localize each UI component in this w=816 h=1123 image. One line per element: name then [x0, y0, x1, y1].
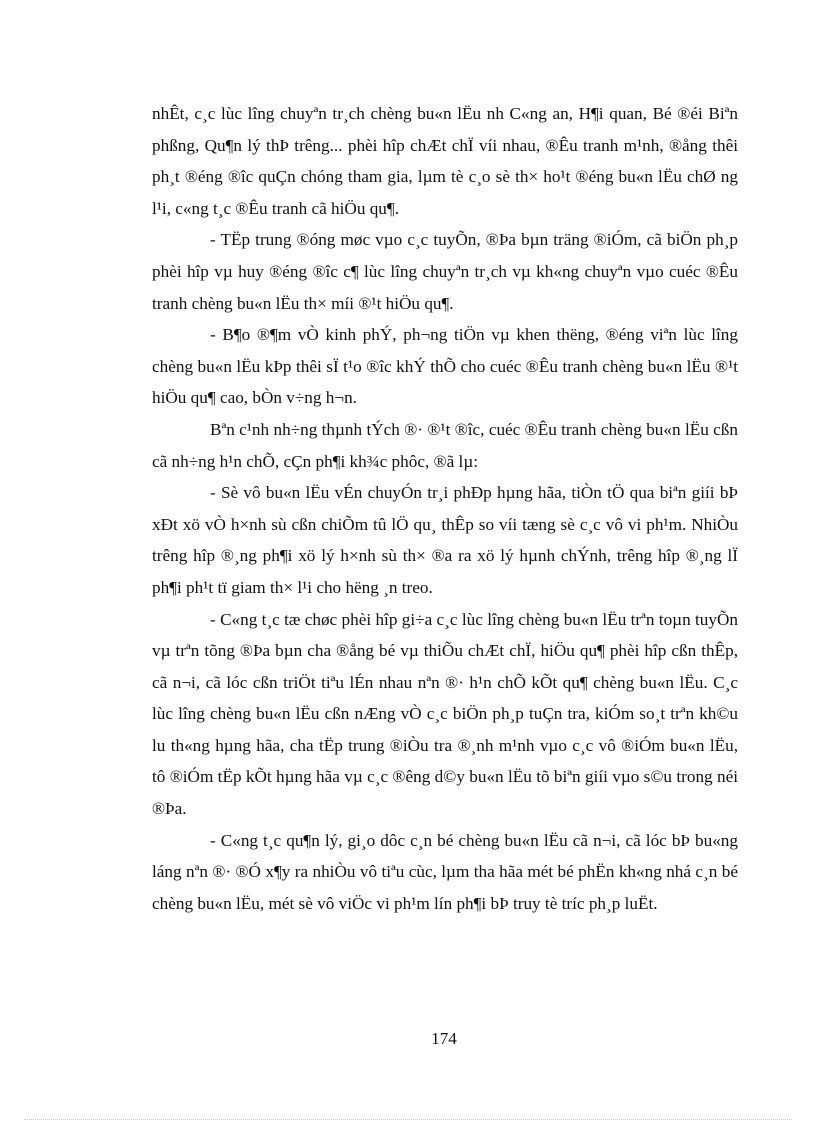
paragraph-5: - Sè vô bu«n lËu vÉn chuyÓn tr¸i phÐp hµng hãa, tiÒn tÖ qua biªn giíi bÞ xÐt xö vÒ h×nh sù cßn chiÕm tû lÖ qu¸ thÊp so víi tæng sè c¸c vô vi ph¹m. NhiÒu trêng hîp ®¸ng ph¶i xö lý h×nh sù th× ®a ra xö lý hµnh chÝnh, trêng hîp ®¸ng lÏ ph¶i ph¹t tï giam th× l¹i cho hëng ¸n treo. [152, 483, 738, 597]
body-text [152, 98, 738, 919]
paragraph-6: - C«ng t¸c tæ chøc phèi hîp gi÷a c¸c lùc lîng chèng bu«n lËu trªn toµn tuyÕn vµ trªn tõng ®Þa bµn cha ®ång bé vµ thiÕu chÆt chÏ, hiÖu qu¶ phèi hîp cßn thÊp, cã n¬i, cã lóc cßn triÖt tiªu lÉn nhau nªn ®· h¹n chÕ kÕt qu¶ chèng bu«n lËu. C¸c lùc lîng chèng bu«n lËu cßn nÆng vÒ c¸c biÖn ph¸p tuÇn tra, kiÓm so¸t trªn kh©u lu th«ng hµng hãa, cha tËp trung ®iÒu tra ®¸nh m¹nh vµo c¸c vô ®iÓm bu«n lËu, tô ®iÓm tËp kÕt hµng hãa vµ c¸c ®êng d©y bu«n lËu tõ biªn giíi vµo s©u trong néi ®Þa. [152, 609, 738, 819]
paragraph-7: - C«ng t¸c qu¶n lý, gi¸o dôc c¸n bé chèng bu«n lËu cã n¬i, cã lóc bÞ bu«ng láng nªn ®· ®Ó x¶y ra nhiÒu vô tiªu cùc, lµm tha hãa mét bé phËn kh«ng nhá c¸n bé chèng bu«n lËu, mét sè vô viÖc vi ph¹m lín ph¶i bÞ truy tè tríc ph¸p luËt. [152, 830, 738, 913]
paragraph-3: - B¶o ®¶m vÒ kinh phÝ, ph¬ng tiÖn vµ khen thëng, ®éng viªn lùc lîng chèng bu«n lËu kÞp thêi sÏ t¹o ®îc khÝ thÕ cho cuéc ®Êu tranh chèng bu«n lËu ®¹t hiÖu qu¶ cao, bÒn v÷ng h¬n. [152, 325, 738, 408]
page-number: 174 [431, 1029, 457, 1048]
page-bottom-divider [24, 1119, 792, 1120]
paragraph-2: - TËp trung ®óng møc vµo c¸c tuyÕn, ®Þa bµn träng ®iÓm, cã biÖn ph¸p phèi hîp vµ huy ®éng ®îc c¶ lùc lîng chuyªn tr¸ch vµ kh«ng chuyªn vµo cuéc ®Êu tranh chèng bu«n lËu th× míi ®¹t hiÖu qu¶. [152, 230, 738, 313]
paragraph-1: nhÊt, c¸c lùc lîng chuyªn tr¸ch chèng bu«n lËu nh C«ng an, H¶i quan, Bé ®éi Biªn phßng, Qu¶n lý thÞ trêng... phèi hîp chÆt chÏ víi nhau, ®Êu tranh m¹nh, ®ång thêi ph¸t ®éng ®îc quÇn chóng tham gia, lµm tè c¸o sè th× ho¹t ®éng bu«n lËu chØ ng l¹i, c«ng t¸c ®Êu tranh cã hiÖu qu¶. [152, 104, 738, 218]
paragraph-4: Bªn c¹nh nh÷ng thµnh tÝch ®· ®¹t ®îc, cuéc ®Êu tranh chèng bu«n lËu cßn cã nh÷ng h¹n chÕ, cÇn ph¶i kh¾c phôc, ®ã lµ: [152, 419, 738, 471]
